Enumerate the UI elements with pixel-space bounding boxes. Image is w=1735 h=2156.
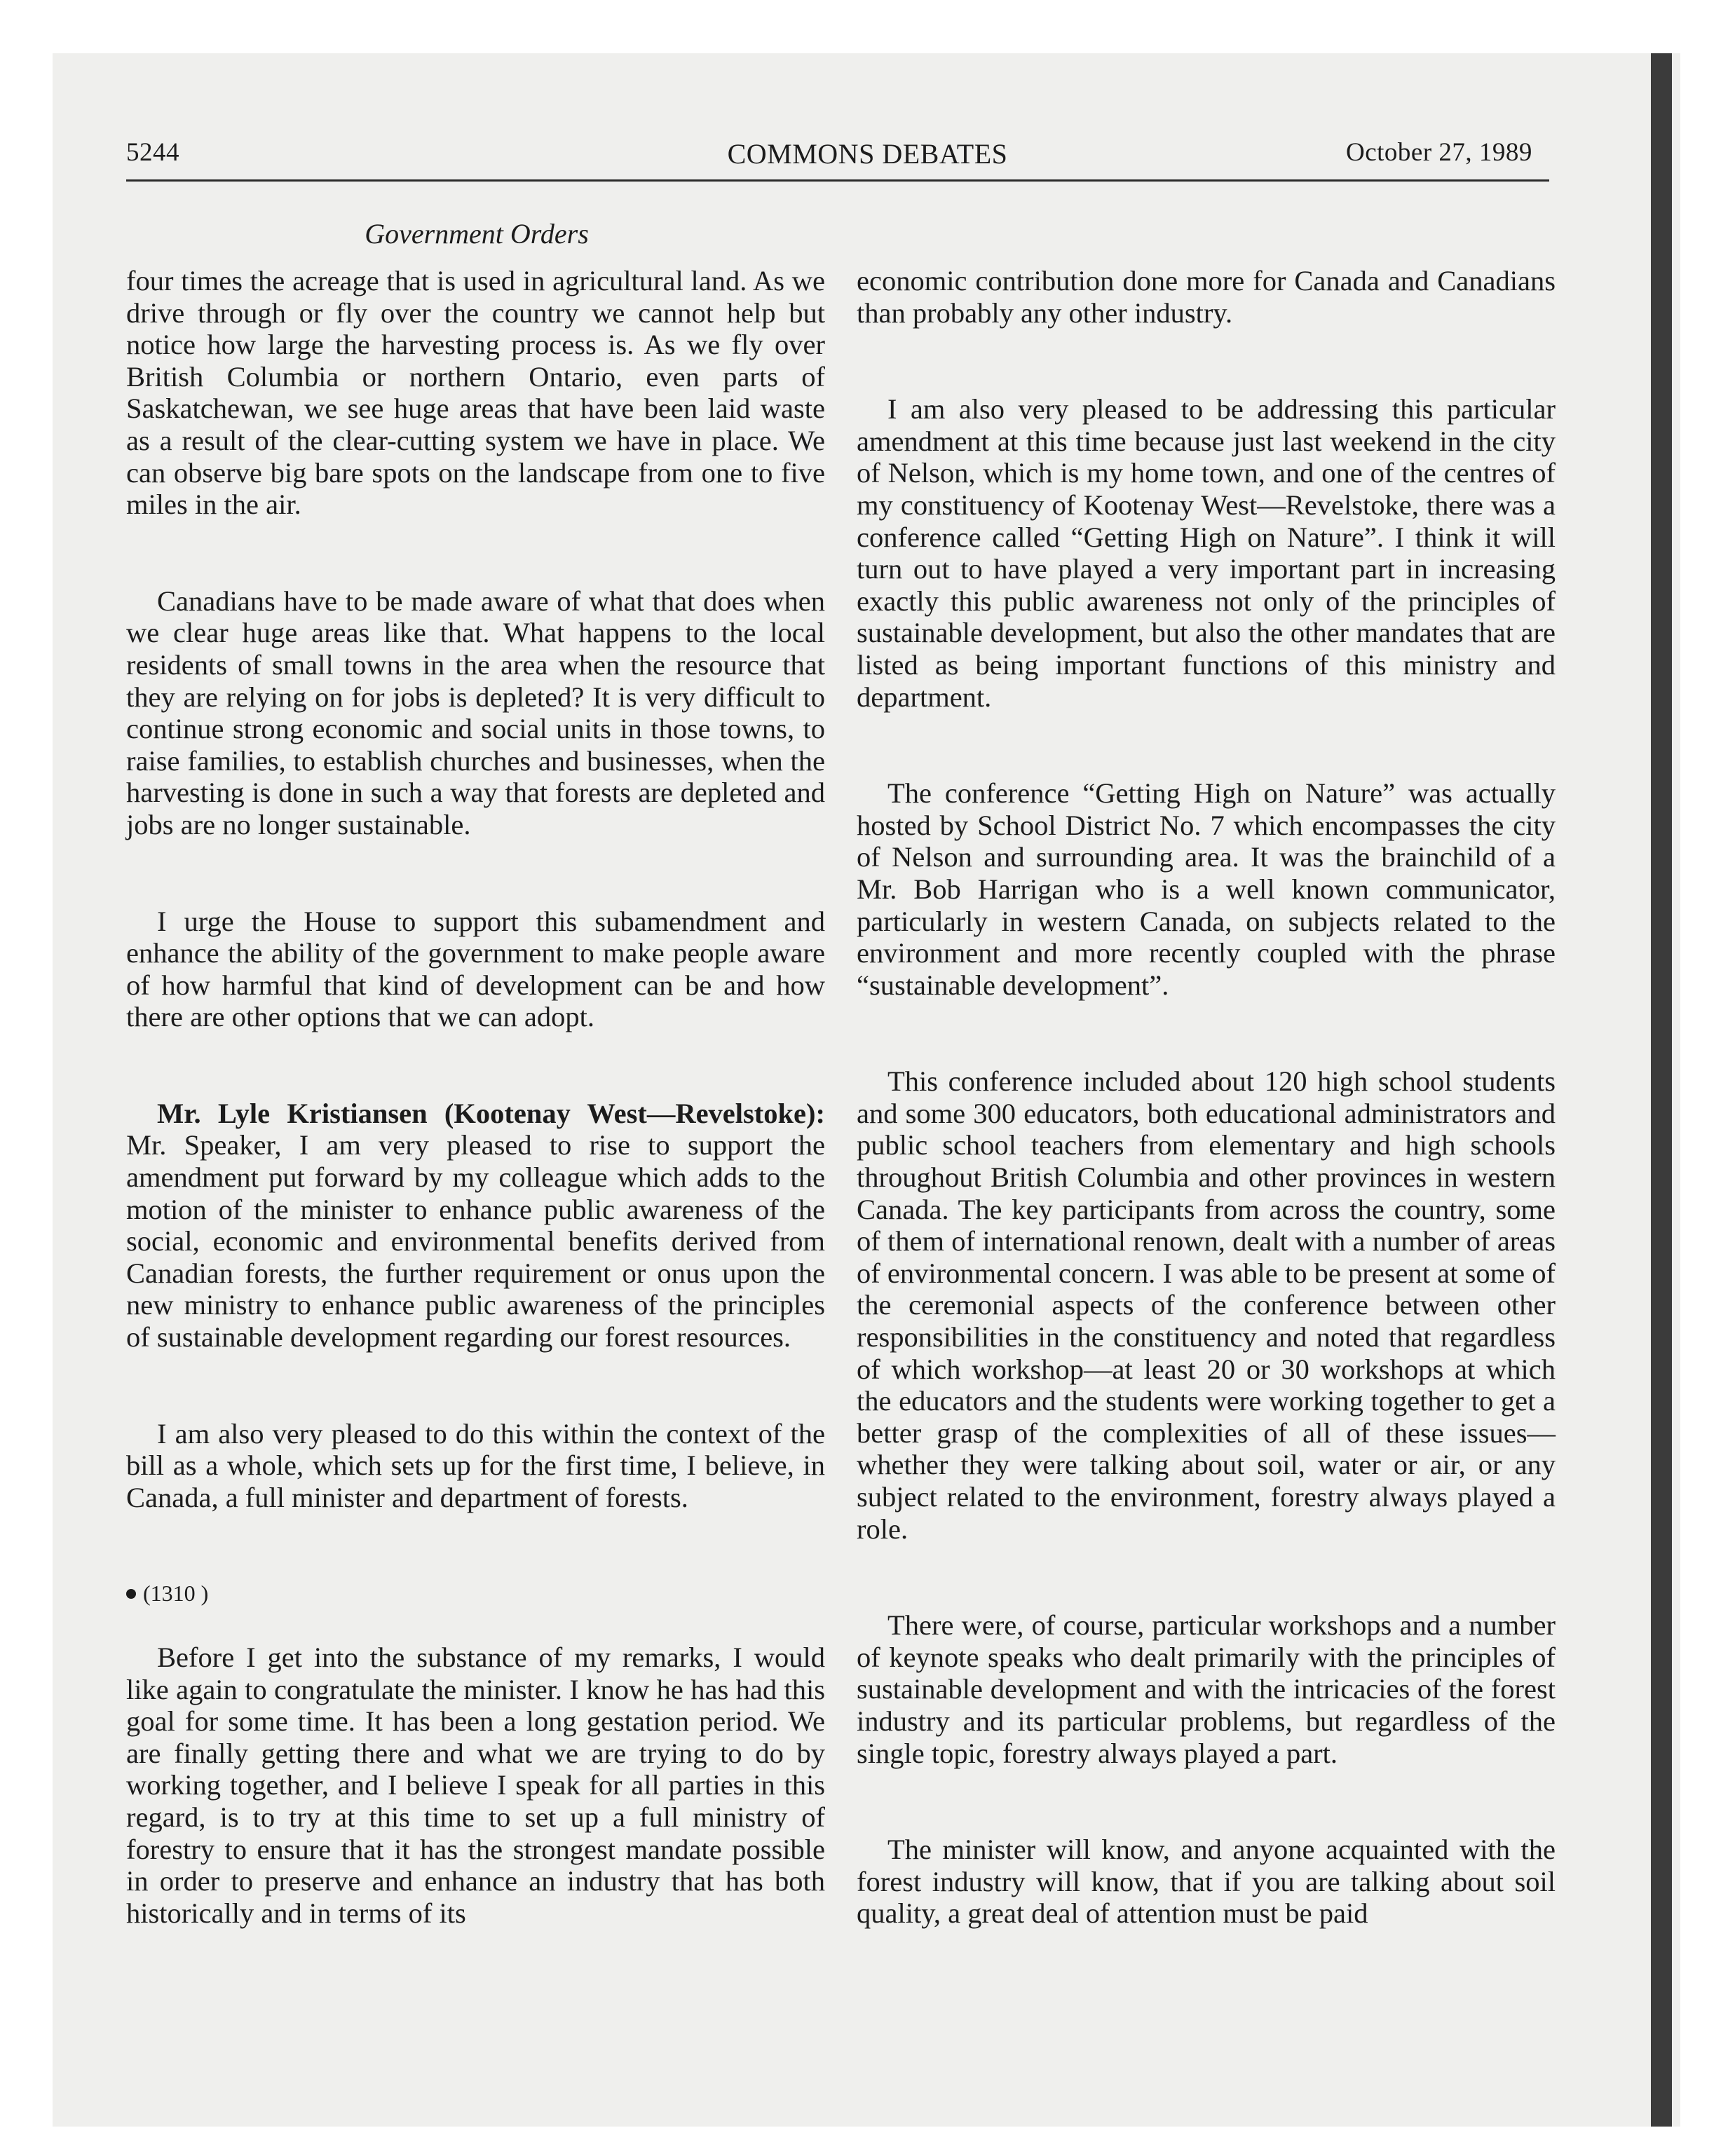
publication-date: October 27, 1989 — [1346, 138, 1532, 167]
journal-title: COMMONS DEBATES — [727, 138, 1008, 170]
speech-paragraph: Mr. Lyle Kristiansen (Kootenay West—Revelstoke): Mr. Speaker, I am very pleased to rise to support the amendment put forward by my colleague which adds to the motion of the minister to enhance public awareness of the social, economic and environmental benefits derived from Canadian forests, the further requirement or onus upon the new ministry to enhance public awareness of the principles of sustainable development regarding our forest resources. — [126, 1097, 825, 1353]
paragraph: There were, of course, particular workshops and a number of keynote speaks who dealt primarily with the principles of sustainable development and with the intricacies of the forest industry and its particular problems, but regardless of the single topic, forestry always played a part. — [857, 1609, 1556, 1769]
paragraph: Before I get into the substance of my remarks, I would like again to congratulate the minister. I know he has had this goal for some time. It has been a long gestation period. We are finally getting there and what we are trying to do by working together, and I believe I speak for all parties in this regard, is to try at this time to set up a full ministry of forestry to ensure that it has the strongest mandate possible in order to preserve and enhance an industry that has both historically and in terms of its — [126, 1642, 825, 1929]
bullet-icon — [126, 1589, 136, 1599]
paragraph: four times the acreage that is used in agricultural land. As we drive through or fly over the country we cannot help but notice how large the harvesting process is. As we fly over British Columbia or northern Ontario, even parts of Saskatchewan, we see huge areas that have been laid waste as a result of the clear-cutting system we have in place. We can observe big bare spots on the landscape from one to five miles in the air. — [126, 265, 825, 521]
left-column — [126, 265, 825, 1929]
paragraph: The conference “Getting High on Nature” was actually hosted by School District No. 7 which encompasses the city of Nelson and surrounding area. It was the brainchild of a Mr. Bob Harrigan who is a well known communicator, particularly in western Canada, on subjects related to the environment and more recently coupled with the phrase “sustainable development”. — [857, 777, 1556, 1001]
speaker-name: Mr. Lyle Kristiansen (Kootenay West—Revelstoke): — [157, 1097, 825, 1129]
scan-binding-edge — [1651, 53, 1672, 2127]
section-title: Government Orders — [365, 218, 589, 250]
header-rule — [126, 179, 1549, 182]
time-marker: (1310 ) — [126, 1578, 825, 1610]
paragraph: The minister will know, and anyone acquainted with the forest industry will know, that if you are talking about soil quality, a great deal of attention must be paid — [857, 1834, 1556, 1930]
paragraph: This conference included about 120 high school students and some 300 educators, both educational administrators and public school teachers from elementary and high schools throughout British Columbia and other provinces in western Canada. The key participants from across the country, some of them of international renown, dealt with a number of areas of environmental concern. I was able to be present at some of the ceremonial aspects of the conference between other responsibilities in the constituency and noted that regardless of which workshop—at least 20 or 30 workshops at which the educators and the students were working together to get a better grasp of the complexities of all of these issues—whether they were talking about soil, water or air, or any subject related to the environment, forestry always played a role. — [857, 1065, 1556, 1545]
paragraph: Canadians have to be made aware of what that does when we clear huge areas like that. What happens to the local residents of small towns in the area when the resource that they are relying on for jobs is depleted? It is very difficult to continue strong economic and social units in those towns, to raise families, to establish churches and businesses, when the harvesting is done in such a way that forests are depleted and jobs are no longer sustainable. — [126, 585, 825, 840]
paragraph: I am also very pleased to be addressing this particular amendment at this time because just last weekend in the city of Nelson, which is my home town, and one of the centres of my constituency of Kootenay West—Revelstoke, there was a conference called “Getting High on Nature”. I think it will turn out to have played a very important part in increasing exactly this public awareness not only of the principles of sustainable development, but also the other mandates that are listed as being important functions of this ministry and department. — [857, 393, 1556, 713]
right-column — [857, 265, 1556, 1930]
paragraph: I urge the House to support this subamendment and enhance the ability of the government to make people aware of how harmful that kind of development can be and how there are other options that we can adopt. — [126, 905, 825, 1033]
paragraph: economic contribution done more for Canada and Canadians than probably any other industry. — [857, 265, 1556, 329]
paragraph: I am also very pleased to do this within the context of the bill as a whole, which sets up for the first time, I believe, in Canada, a full minister and department of forests. — [126, 1417, 825, 1513]
page-number: 5244 — [126, 138, 179, 167]
